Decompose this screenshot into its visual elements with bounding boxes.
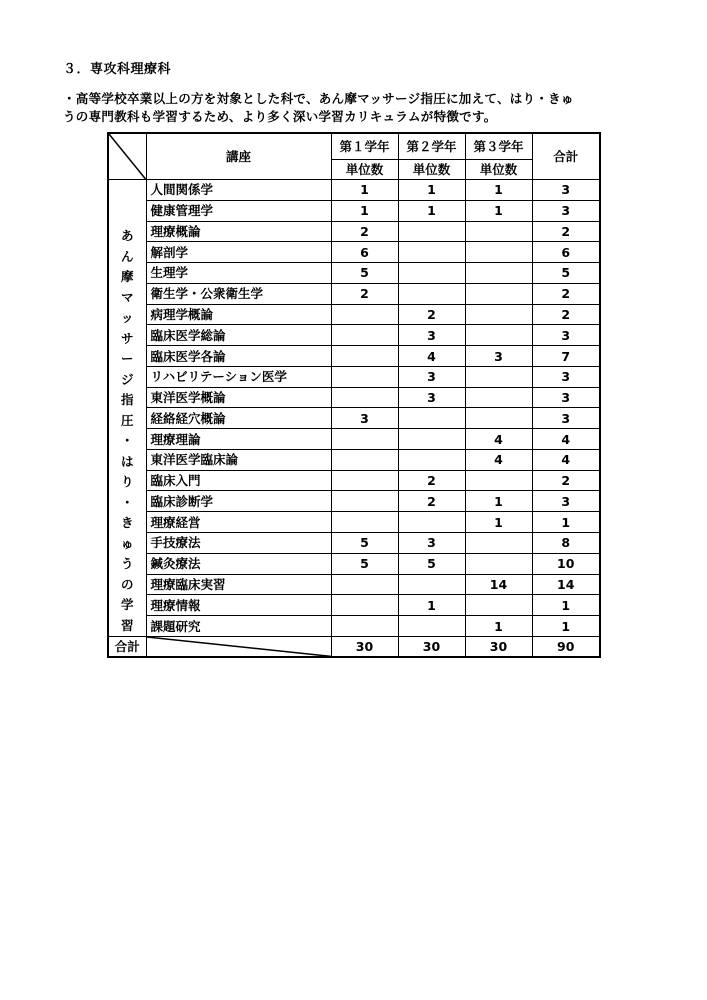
course-name-cell: 臨床医学各論: [146, 346, 331, 367]
year3-units-cell: [465, 304, 532, 325]
diagonal-line: [109, 134, 146, 179]
year2-units-cell: 5: [398, 553, 465, 574]
course-name-cell: 臨床入門: [146, 470, 331, 491]
total-units-cell: 7: [532, 346, 600, 367]
table-row: [108, 283, 600, 304]
table-row: [108, 242, 600, 263]
total-units-cell: 1: [532, 595, 600, 616]
year3-units-cell: [465, 470, 532, 491]
year2-units-cell: 4: [398, 346, 465, 367]
course-name-cell: 病理学概論: [146, 304, 331, 325]
total-units-cell: 2: [532, 221, 600, 242]
course-name-cell: 生理学: [146, 263, 331, 284]
year3-units-cell: [465, 408, 532, 429]
total-units-cell: 5: [532, 263, 600, 284]
year1-units-cell: 5: [331, 533, 398, 554]
table-row: [108, 408, 600, 429]
year1-units-cell: 5: [331, 263, 398, 284]
course-name-cell: 解剖学: [146, 242, 331, 263]
table-row: [108, 325, 600, 346]
year3-units-cell: 14: [465, 574, 532, 595]
course-name-cell: 課題研究: [146, 616, 331, 637]
total-units-cell: 3: [532, 387, 600, 408]
year3-units-cell: [465, 263, 532, 284]
year1-units-cell: 3: [331, 408, 398, 429]
year3-units-cell: [465, 221, 532, 242]
year2-units-cell: 3: [398, 533, 465, 554]
year1-units-cell: [331, 387, 398, 408]
course-name-cell: 理療概論: [146, 221, 331, 242]
total-units-cell: 2: [532, 470, 600, 491]
table-row: [108, 200, 600, 221]
year2-units-cell: [398, 429, 465, 450]
total-units-cell: 2: [532, 283, 600, 304]
intro-line: ・高等学校卒業以上の方を対象とした科で、あん摩マッサージ指圧に加えて、はり・きゅ: [63, 91, 574, 106]
year2-units-cell: [398, 242, 465, 263]
course-name-cell: 東洋医学臨床論: [146, 449, 331, 470]
total-row-label: 合計: [108, 637, 146, 658]
intro-line: うの専門教科も学習するため、より多く深い学習カリキュラムが特徴です。: [63, 109, 497, 124]
course-name-cell: 臨床診断学: [146, 491, 331, 512]
year1-unit-label: 単位数: [331, 160, 398, 180]
total-units-cell: 3: [532, 200, 600, 221]
total-units-cell: 6: [532, 242, 600, 263]
course-name-cell: 衛生学・公衆衛生学: [146, 283, 331, 304]
total-units-cell: 4: [532, 429, 600, 450]
year2-units-cell: [398, 408, 465, 429]
year2-units-cell: [398, 449, 465, 470]
total-row: [108, 637, 600, 658]
table-row: [108, 366, 600, 387]
year3-units-cell: 1: [465, 616, 532, 637]
year2-units-cell: 1: [398, 200, 465, 221]
total-units-cell: 3: [532, 180, 600, 201]
header-corner-cell: [108, 133, 146, 180]
side-category-label: あ ん 摩 マ ッ サ ー ジ 指 圧 ・ は り ・ き ゅ う の 学 習: [120, 228, 134, 633]
total-units-cell: 3: [532, 491, 600, 512]
grand-total-cell: 90: [532, 637, 600, 658]
year3-units-cell: 1: [465, 200, 532, 221]
year3-units-cell: [465, 387, 532, 408]
side-category-cell: [108, 180, 146, 637]
year1-units-cell: [331, 449, 398, 470]
year2-total-cell: 30: [398, 637, 465, 658]
year2-units-cell: 2: [398, 491, 465, 512]
year3-units-cell: [465, 553, 532, 574]
year2-units-cell: 2: [398, 470, 465, 491]
section-heading: ３．専攻科理療科: [63, 62, 172, 77]
table-row: [108, 470, 600, 491]
year1-units-cell: 6: [331, 242, 398, 263]
total-units-cell: 3: [532, 366, 600, 387]
table-row: [108, 429, 600, 450]
table-row: [108, 387, 600, 408]
curriculum-table: [107, 132, 601, 658]
table-row: [108, 553, 600, 574]
year3-header: 第３学年: [465, 133, 532, 160]
course-name-cell: 理療理論: [146, 429, 331, 450]
total-units-cell: 14: [532, 574, 600, 595]
year3-units-cell: 3: [465, 346, 532, 367]
total-units-cell: 2: [532, 304, 600, 325]
course-name-cell: 手技療法: [146, 533, 331, 554]
year3-units-cell: [465, 595, 532, 616]
year2-units-cell: [398, 616, 465, 637]
year1-units-cell: 2: [331, 283, 398, 304]
course-name-cell: 経絡経穴概論: [146, 408, 331, 429]
year3-units-cell: 1: [465, 512, 532, 533]
course-name-cell: 人間関係学: [146, 180, 331, 201]
course-header: 講座: [146, 133, 331, 180]
year3-total-cell: 30: [465, 637, 532, 658]
year2-units-cell: [398, 283, 465, 304]
year3-units-cell: [465, 533, 532, 554]
year3-units-cell: 1: [465, 180, 532, 201]
table-row: [108, 180, 600, 201]
total-row-blank-cell: [146, 637, 331, 658]
total-units-cell: 1: [532, 616, 600, 637]
table-row: [108, 595, 600, 616]
year2-units-cell: 1: [398, 595, 465, 616]
year3-units-cell: [465, 242, 532, 263]
table-row: [108, 263, 600, 284]
diagonal-line: [147, 637, 331, 656]
course-name-cell: 理療情報: [146, 595, 331, 616]
year3-units-cell: [465, 325, 532, 346]
table-row: [108, 616, 600, 637]
course-name-cell: 臨床医学総論: [146, 325, 331, 346]
year1-units-cell: 1: [331, 180, 398, 201]
table-row: [108, 304, 600, 325]
year3-units-cell: [465, 366, 532, 387]
year3-units-cell: 4: [465, 429, 532, 450]
year1-units-cell: [331, 595, 398, 616]
year1-units-cell: [331, 346, 398, 367]
year2-units-cell: 1: [398, 180, 465, 201]
total-units-cell: 10: [532, 553, 600, 574]
year2-units-cell: [398, 512, 465, 533]
total-units-cell: 1: [532, 512, 600, 533]
total-units-cell: 3: [532, 325, 600, 346]
year1-units-cell: [331, 325, 398, 346]
year2-units-cell: 3: [398, 325, 465, 346]
year2-units-cell: [398, 221, 465, 242]
table-row: [108, 491, 600, 512]
total-units-cell: 4: [532, 449, 600, 470]
year1-units-cell: [331, 616, 398, 637]
course-name-cell: 理療臨床実習: [146, 574, 331, 595]
course-name-cell: 東洋医学概論: [146, 387, 331, 408]
table-row: [108, 533, 600, 554]
year2-units-cell: [398, 574, 465, 595]
year3-units-cell: 1: [465, 491, 532, 512]
year1-units-cell: [331, 470, 398, 491]
year2-units-cell: 3: [398, 387, 465, 408]
course-name-cell: リハビリテーション医学: [146, 366, 331, 387]
course-name-cell: 鍼灸療法: [146, 553, 331, 574]
table-row: [108, 512, 600, 533]
year2-units-cell: [398, 263, 465, 284]
table-row: [108, 449, 600, 470]
year1-units-cell: 2: [331, 221, 398, 242]
year1-units-cell: 1: [331, 200, 398, 221]
year1-total-cell: 30: [331, 637, 398, 658]
year1-header: 第１学年: [331, 133, 398, 160]
year2-header: 第２学年: [398, 133, 465, 160]
table-row: [108, 574, 600, 595]
year1-units-cell: [331, 574, 398, 595]
year2-units-cell: 2: [398, 304, 465, 325]
table-row: [108, 221, 600, 242]
year3-units-cell: 4: [465, 449, 532, 470]
year1-units-cell: [331, 491, 398, 512]
course-name-cell: 理療経営: [146, 512, 331, 533]
year3-units-cell: [465, 283, 532, 304]
year3-unit-label: 単位数: [465, 160, 532, 180]
year1-units-cell: [331, 429, 398, 450]
year2-units-cell: 3: [398, 366, 465, 387]
year1-units-cell: [331, 512, 398, 533]
total-header: 合計: [532, 133, 600, 180]
total-units-cell: 3: [532, 408, 600, 429]
year2-unit-label: 単位数: [398, 160, 465, 180]
total-units-cell: 8: [532, 533, 600, 554]
year1-units-cell: [331, 366, 398, 387]
table-row: [108, 346, 600, 367]
year1-units-cell: [331, 304, 398, 325]
course-name-cell: 健康管理学: [146, 200, 331, 221]
year1-units-cell: 5: [331, 553, 398, 574]
intro-paragraph: [63, 90, 653, 126]
